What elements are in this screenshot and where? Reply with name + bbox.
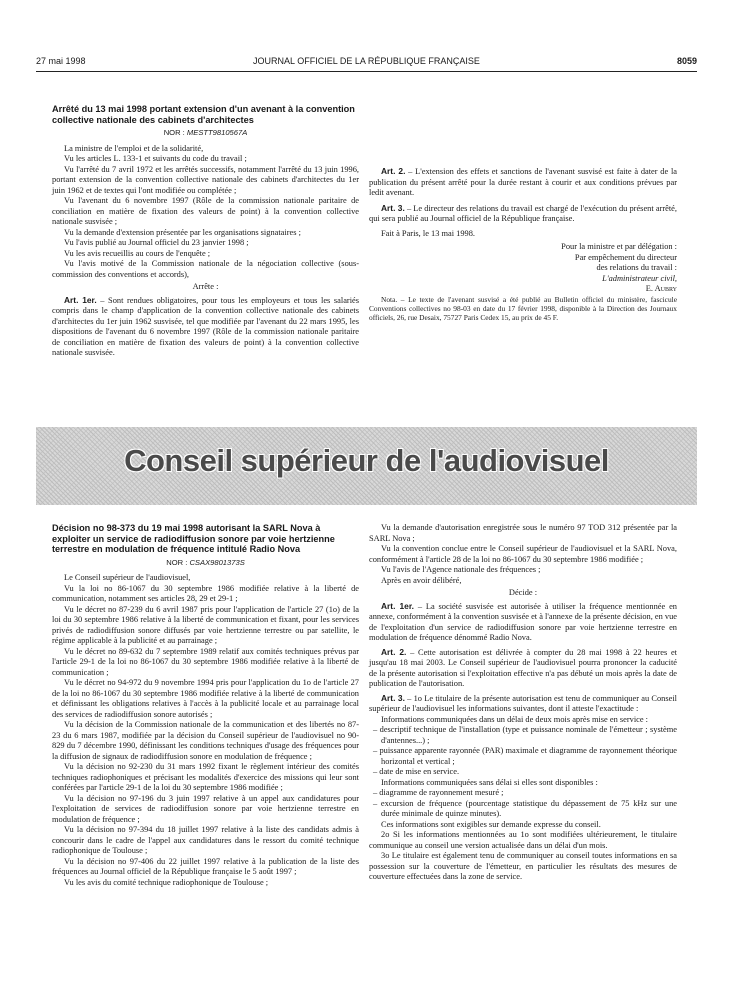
- visa: Vu la convention conclue entre le Conseil supérieur de l'audiovisuel et la SARL Nova, conformément à l'article 28 de la loi no 86-1067 du 30 septembre 1986 modifiée ;: [369, 544, 677, 564]
- visa: Vu la décision no 97-196 du 3 juin 1997 relative à un appel aux candidatures pour l'exploitation de services de radiodiffusion sonore par voie hertzienne terrestre en modulation de fréquence ;: [52, 793, 359, 824]
- arrete-title: Arrêté du 13 mai 1998 portant extension d'un avenant à la convention collective nationale des cabinets d'architectes: [52, 104, 355, 125]
- visa: Vu la loi no 86-1067 du 30 septembre 1986 modifiée relative à la liberté de communication, notamment ses articles 28, 29 et 29-1 ;: [52, 583, 359, 604]
- signature-line: Pour la ministre et par délégation :: [561, 242, 677, 251]
- article-2-text: – L'extension des effets et sanctions de l'avenant susvisé est faite à dater de la publication du présent arrêté pour la durée restant à courir et aux conditions prévues par ledit avenant.: [369, 167, 678, 197]
- visa: Vu les avis du comité technique radiophonique de Toulouse ;: [64, 877, 269, 887]
- list-item: – excursion de fréquence (pourcentage statistique du dépassement de 75 kHz sur une durée minimale de quinze minutes).: [373, 798, 677, 818]
- article-2-text: – Cette autorisation est délivrée à compter du 28 mai 1998 à 22 heures et jusqu'au 18 mai 2003. Le Conseil supérieur de l'audiovisuel pourra prononcer la caducité de la présente autorisation si l'exploitation effective n'a pas débuté un mois après la date de publication de l'autorisation.: [369, 647, 677, 688]
- visa: Vu l'avis publié au Journal officiel du 23 janvier 1998 ;: [64, 238, 249, 248]
- article-1-text: – Sont rendues obligatoires, pour tous les employeurs et tous les salariés compris dans le champ d'application de la convention collective nationale des cabinets d'architectes du 1er juin 1962 susvisée, tel que modifiée par l'avenant du 22 mars 1995, les dispositions de l'avenant du 6 novembre 1997 (Rôle de la commission nationale paritaire de conciliation en matière de fixation des valeurs de point) à la convention collective nationale susvisée.: [52, 295, 360, 358]
- nor-code: CSAX9801373S: [189, 557, 245, 567]
- article-1: [369, 601, 677, 644]
- nor-code: MESTT9810567A: [186, 128, 248, 138]
- visa: Vu le décret no 87-239 du 6 avril 1987 pris pour l'application de l'article 27 (1o) de la loi du 30 septembre 1986 relative à la liberté de communication et fixant, pour les services privés de radiodiffusion sonore diffusés par voie hertzienne terrestre ou par satellite, le régime applicable à la publicité et au parrainage ;: [52, 604, 359, 646]
- article-2: [369, 166, 677, 199]
- article-3: [369, 693, 677, 715]
- arrete-left-column: [52, 104, 359, 359]
- info-immediate: Informations communiquées sans délai si elles sont disponibles :: [381, 777, 598, 787]
- issue-date: 27 mai 1998: [36, 56, 86, 66]
- visa: Vu la décision no 97-394 du 18 juillet 1997 relative à la liste des candidats admis à concourir dans le cadre de l'appel aux candidatures dans le ressort du comité technique radiophonique de Toulouse ;: [52, 825, 359, 856]
- visa: Vu les avis recueillis au cours de l'enquête ;: [64, 248, 211, 258]
- visa: Vu la décision no 92-230 du 31 mars 1992 fixant le règlement intérieur des comités techniques radiophoniques et précisant les modalités d'exercice des missions qui leur sont conférées par l'article 29-1 de la loi du 30 septembre 1986 modifiée ;: [52, 762, 359, 793]
- visa: Vu la demande d'autorisation enregistrée sous le numéro 97 TOD 312 présentée par la SARL Nova ;: [369, 523, 677, 543]
- decision-title: Décision no 98-373 du 19 mai 1998 autorisant la SARL Nova à exploiter un service de radiodiffusion sonore par voie hertzienne terrestre en modulation de fréquence intitulé Radio Nova: [52, 523, 335, 555]
- arrete-word: Arrête :: [192, 282, 219, 292]
- decision-right-column: [369, 523, 677, 883]
- visa: Vu l'avis de l'Agence nationale des fréquences ;: [381, 565, 541, 574]
- article-1-label: Art. 1er.: [64, 294, 97, 305]
- section-banner-title: Conseil supérieur de l'audiovisuel: [124, 443, 609, 478]
- article-3: [369, 203, 677, 225]
- article-1: [52, 295, 359, 359]
- arrete-right-column: [369, 104, 677, 323]
- signatory-name: E. Aubry: [645, 284, 677, 293]
- article-3-label: Art. 3.: [381, 202, 405, 213]
- article-2-label: Art. 2.: [381, 166, 406, 176]
- signature-line: Par empêchement du directeur: [574, 252, 677, 262]
- list-item: – date de mise en service.: [373, 767, 460, 776]
- list-item: – diagramme de rayonnement mesuré ;: [373, 788, 504, 797]
- authority-line: Le Conseil supérieur de l'audiovisuel,: [64, 573, 191, 583]
- decision-nor: [52, 558, 359, 569]
- nor-label: NOR :: [166, 557, 188, 567]
- article-2: [369, 647, 677, 690]
- decision-left-column: [52, 523, 359, 888]
- nota-note: Nota. – Le texte de l'avenant susvisé a été publié au Bulletin officiel du ministère, fascicule Conventions collectives no 98-03 en date du 17 février 1998, disponible à la Direction des Journaux officiels, 26, rue Desaix, 75727 Paris Cedex 15, au prix de 45 F.: [369, 294, 677, 323]
- done-at: Fait à Paris, le 13 mai 1998.: [381, 228, 475, 238]
- visa: Vu le décret no 89-632 du 7 septembre 1989 relatif aux comités techniques prévus par l'article 29-1 de la loi no 86-1067 du 30 septembre 1986 modifiée relative à la liberté de communication ;: [52, 646, 359, 677]
- minister-line: La ministre de l'emploi et de la solidarité,: [64, 143, 204, 153]
- nor-label: NOR :: [163, 128, 185, 138]
- paragraph-express: Ces informations sont exigibles sur demande expresse du conseil.: [381, 819, 601, 829]
- article-1-text: – La société susvisée est autorisée à utiliser la fréquence mentionnée en annexe, conformément à la convention susvisée et à l'annexe de la présente décision, en vue de l'exploitation d'un service de radiodiffusion sonore par voie hertzienne terrestre en modulation de fréquence dénommé Radio Nova.: [369, 601, 678, 642]
- article-2-label: Art. 2.: [381, 646, 407, 657]
- section-banner: [36, 427, 697, 505]
- paragraph-3: 3o Le titulaire est également tenu de communiquer au conseil toutes informations en sa possession sur la couverture de l'émetteur, en particulier les résultats des mesures de couverture effectuées dans la zone de service.: [369, 851, 677, 881]
- article-3-text: – 1o Le titulaire de la présente autorisation est tenu de communiquer au Conseil supérieur de l'audiovisuel les informations suivantes, dont il atteste l'exactitude :: [369, 693, 677, 713]
- visa: Vu les articles L. 133-1 et suivants du code du travail ;: [64, 154, 247, 164]
- info-two-months: Informations communiquées dans un délai de deux mois après mise en service :: [381, 714, 648, 724]
- signature-block: [369, 242, 677, 295]
- visa: Après en avoir délibéré,: [381, 575, 462, 585]
- list-item: – puissance apparente rayonnée (PAR) maximale et diagramme de rayonnement théorique horizontal et vertical ;: [373, 746, 677, 766]
- article-3-label: Art. 3.: [381, 692, 405, 703]
- journal-title: JOURNAL OFFICIEL DE LA RÉPUBLIQUE FRANÇAISE: [253, 56, 480, 66]
- visa: Vu l'avis motivé de la Commission nationale de la négociation collective (sous-commission des conventions et accords),: [52, 259, 359, 279]
- decide-word: Décide :: [508, 588, 538, 597]
- header-rule: [36, 71, 697, 72]
- signature-line: L'administrateur civil,: [602, 273, 677, 283]
- page-number: 8059: [676, 56, 697, 66]
- visa: Vu le décret no 94-972 du 9 novembre 1994 pris pour l'application du 1o de l'article 27 de la loi no 86-1067 du 30 septembre 1986 modifiée relative à la liberté de communication et définissant les obligations relatives à l'accès à la publicité locale et au parrainage local des services de radiodiffusion sonore autorisés ;: [52, 678, 359, 719]
- visa: Vu la décision de la Commission nationale de la communication et des libertés no 87-23 du 6 mars 1987, modifiée par la décision du Conseil supérieur de l'audiovisuel no 90-829 du 7 décembre 1990, définissant les conditions techniques d'usage des fréquences pour la diffusion de signaux de radiodiffusion sonore en modulation de fréquence ;: [52, 720, 359, 761]
- article-3-text: – Le directeur des relations du travail est chargé de l'exécution du présent arrêté, qui sera publié au Journal officiel de la République française.: [369, 203, 677, 223]
- visa: Vu la demande d'extension présentée par les organisations signataires ;: [64, 227, 301, 237]
- signature-line: des relations du travail :: [596, 263, 677, 272]
- visa: Vu l'arrêté du 7 avril 1972 et les arrêtés successifs, notamment l'arrêté du 13 juin 1996, portant extension de la convention collective nationale des cabinets d'architectes du 1er juin 1962 et de textes qui l'ont modifiée ou complétée ;: [52, 164, 359, 195]
- article-1-label: Art. 1er.: [381, 600, 414, 611]
- page-header: [36, 56, 697, 70]
- arrete-nor: [52, 128, 359, 139]
- paragraph-2: 2o Si les informations mentionnées au 1o sont modifiées ultérieurement, le titulaire communique au conseil une version actualisée dans un délai d'un mois.: [369, 830, 677, 850]
- visa: Vu la décision no 97-406 du 22 juillet 1997 relative à la publication de la liste des fréquences au Journal officiel de la République française le 5 août 1997 ;: [52, 856, 359, 877]
- list-item: – descriptif technique de l'installation (type et puissance nominale de l'émetteur ; système d'antennes...) ;: [373, 725, 677, 745]
- visa: Vu l'avenant du 6 novembre 1997 (Rôle de la commission nationale paritaire de conciliation en matière de fixation des valeurs de point) à la convention collective nationale susvisée ;: [52, 196, 359, 227]
